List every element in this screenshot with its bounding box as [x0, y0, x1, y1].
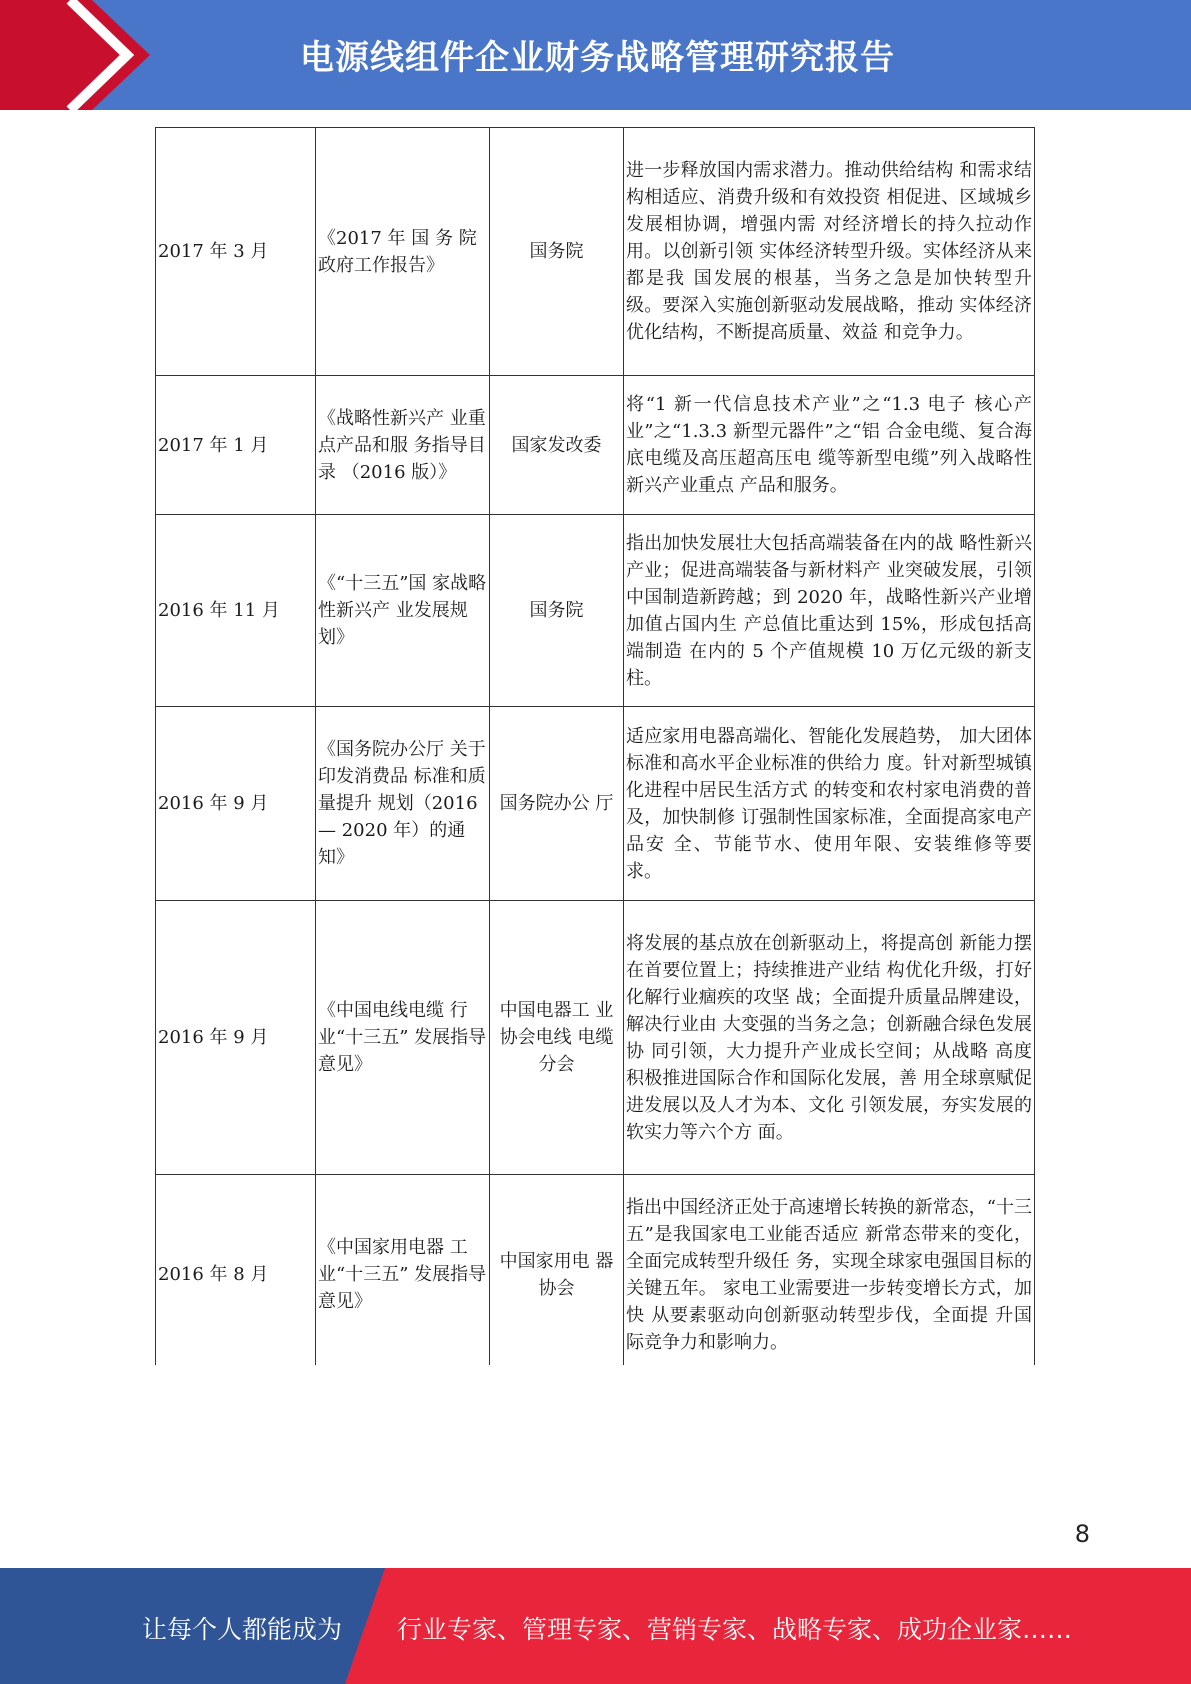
issuer-cell: 国务院 [490, 128, 624, 376]
date-cell: 2016 年 9 月 [156, 901, 316, 1175]
table-row [156, 901, 1035, 1175]
policy-title-cell: 《“十三五”国 家战略性新兴产 业发展规划》 [316, 515, 490, 707]
policy-title-cell: 《国务院办公厅 关于印发消费品 标准和质量提升 规划（2016— 2020 年）的通 知》 [316, 707, 490, 901]
policy-title-cell: 《中国电线电缆 行业“十三五” 发展指导意见》 [316, 901, 490, 1175]
table-row [156, 376, 1035, 515]
date-cell: 2017 年 3 月 [156, 128, 316, 376]
page-header [0, 0, 1191, 110]
issuer-cell: 中国家用电 器协会 [490, 1175, 624, 1366]
content-cell: 指出加快发展壮大包括高端装备在内的战 略性新兴产业；促进高端装备与新材料产 业突破发展，引领中国制造新跨越；到 2020 年，战略性新兴产业增加值占国内生 产总值比重达到 15%，形成包括高端制造 在内的 5 个产值规模 10 万亿元级的新支 柱。 [624, 515, 1035, 707]
issuer-cell: 国务院 [490, 515, 624, 707]
date-cell: 2016 年 11 月 [156, 515, 316, 707]
policy-title-cell: 《中国家用电器 工业“十三五” 发展指导意见》 [316, 1175, 490, 1366]
content-cell: 将“1 新一代信息技术产业”之“1.3 电子 核心产业”之“1.3.3 新型元器件”之“铝 合金电缆、复合海底电缆及高压超高压电 缆等新型电缆”列入战略性新兴产业重点 产品和服务。 [624, 376, 1035, 515]
date-cell: 2016 年 8 月 [156, 1175, 316, 1366]
content-cell: 指出中国经济正处于高速增长转换的新常态，“十三五”是我国家电工业能否适应 新常态带来的变化，全面完成转型升级任 务，实现全球家电强国目标的关键五年。 家电工业需要进一步转变增长方式，加快 从要素驱动向创新驱动转型步伐，全面提 升国际竞争力和影响力。 [624, 1175, 1035, 1366]
issuer-cell: 国务院办公 厅 [490, 707, 624, 901]
page-footer [0, 1568, 1191, 1684]
header-chevron-icon [0, 0, 160, 110]
page-number: 8 [1074, 1520, 1090, 1548]
table-row [156, 707, 1035, 901]
policy-title-cell: 《战略性新兴产 业重点产品和服 务指导目录 （2016 版）》 [316, 376, 490, 515]
table-row [156, 128, 1035, 376]
content-cell: 将发展的基点放在创新驱动上，将提高创 新能力摆在首要位置上；持续推进产业结 构优化升级，打好化解行业痼疾的攻坚 战；全面提升质量品牌建设，解决行业由 大变强的当务之急；创新融合绿色发展协 同引领，大力提升产业成长空间；从战略 高度积极推进国际合作和国际化发展，善 用全球禀赋促进发展以及人才为本、文化 引领发展，夯实发展的软实力等六个方 面。 [624, 901, 1035, 1175]
policy-table [155, 127, 1035, 1365]
date-cell: 2017 年 1 月 [156, 376, 316, 515]
table-row [156, 1175, 1035, 1366]
content-cell: 适应家用电器高端化、智能化发展趋势， 加大团体标准和高水平企业标准的供给力 度。针对新型城镇化进程中居民生活方式 的转变和农村家电消费的普及，加快制修 订强制性国家标准，全面提高家电产品安 全、节能节水、使用年限、安装维修等要 求。 [624, 707, 1035, 901]
policy-title-cell: 《2017 年 国 务 院 政府工作报告》 [316, 128, 490, 376]
footer-slogan-right: 行业专家、管理专家、营销专家、战略专家、成功企业家…… [397, 1615, 1073, 1644]
footer-slogan-left: 让每个人都能成为 [142, 1615, 343, 1644]
date-cell: 2016 年 9 月 [156, 707, 316, 901]
policy-table-container [155, 127, 1035, 1365]
issuer-cell: 国家发改委 [490, 376, 624, 515]
report-title: 电源线组件企业财务战略管理研究报告 [300, 38, 895, 78]
table-row [156, 515, 1035, 707]
issuer-cell: 中国电器工 业协会电线 电缆分会 [490, 901, 624, 1175]
content-cell: 进一步释放国内需求潜力。推动供给结构 和需求结构相适应、消费升级和有效投资 相促进、区域城乡发展相协调，增强内需 对经济增长的持久拉动作用。以创新引领 实体经济转型升级。实体经济从来都是我 国发展的根基，当务之急是加快转型升 级。要深入实施创新驱动发展战略，推动 实体经济优化结构，不断提高质量、效益 和竞争力。 [624, 128, 1035, 376]
